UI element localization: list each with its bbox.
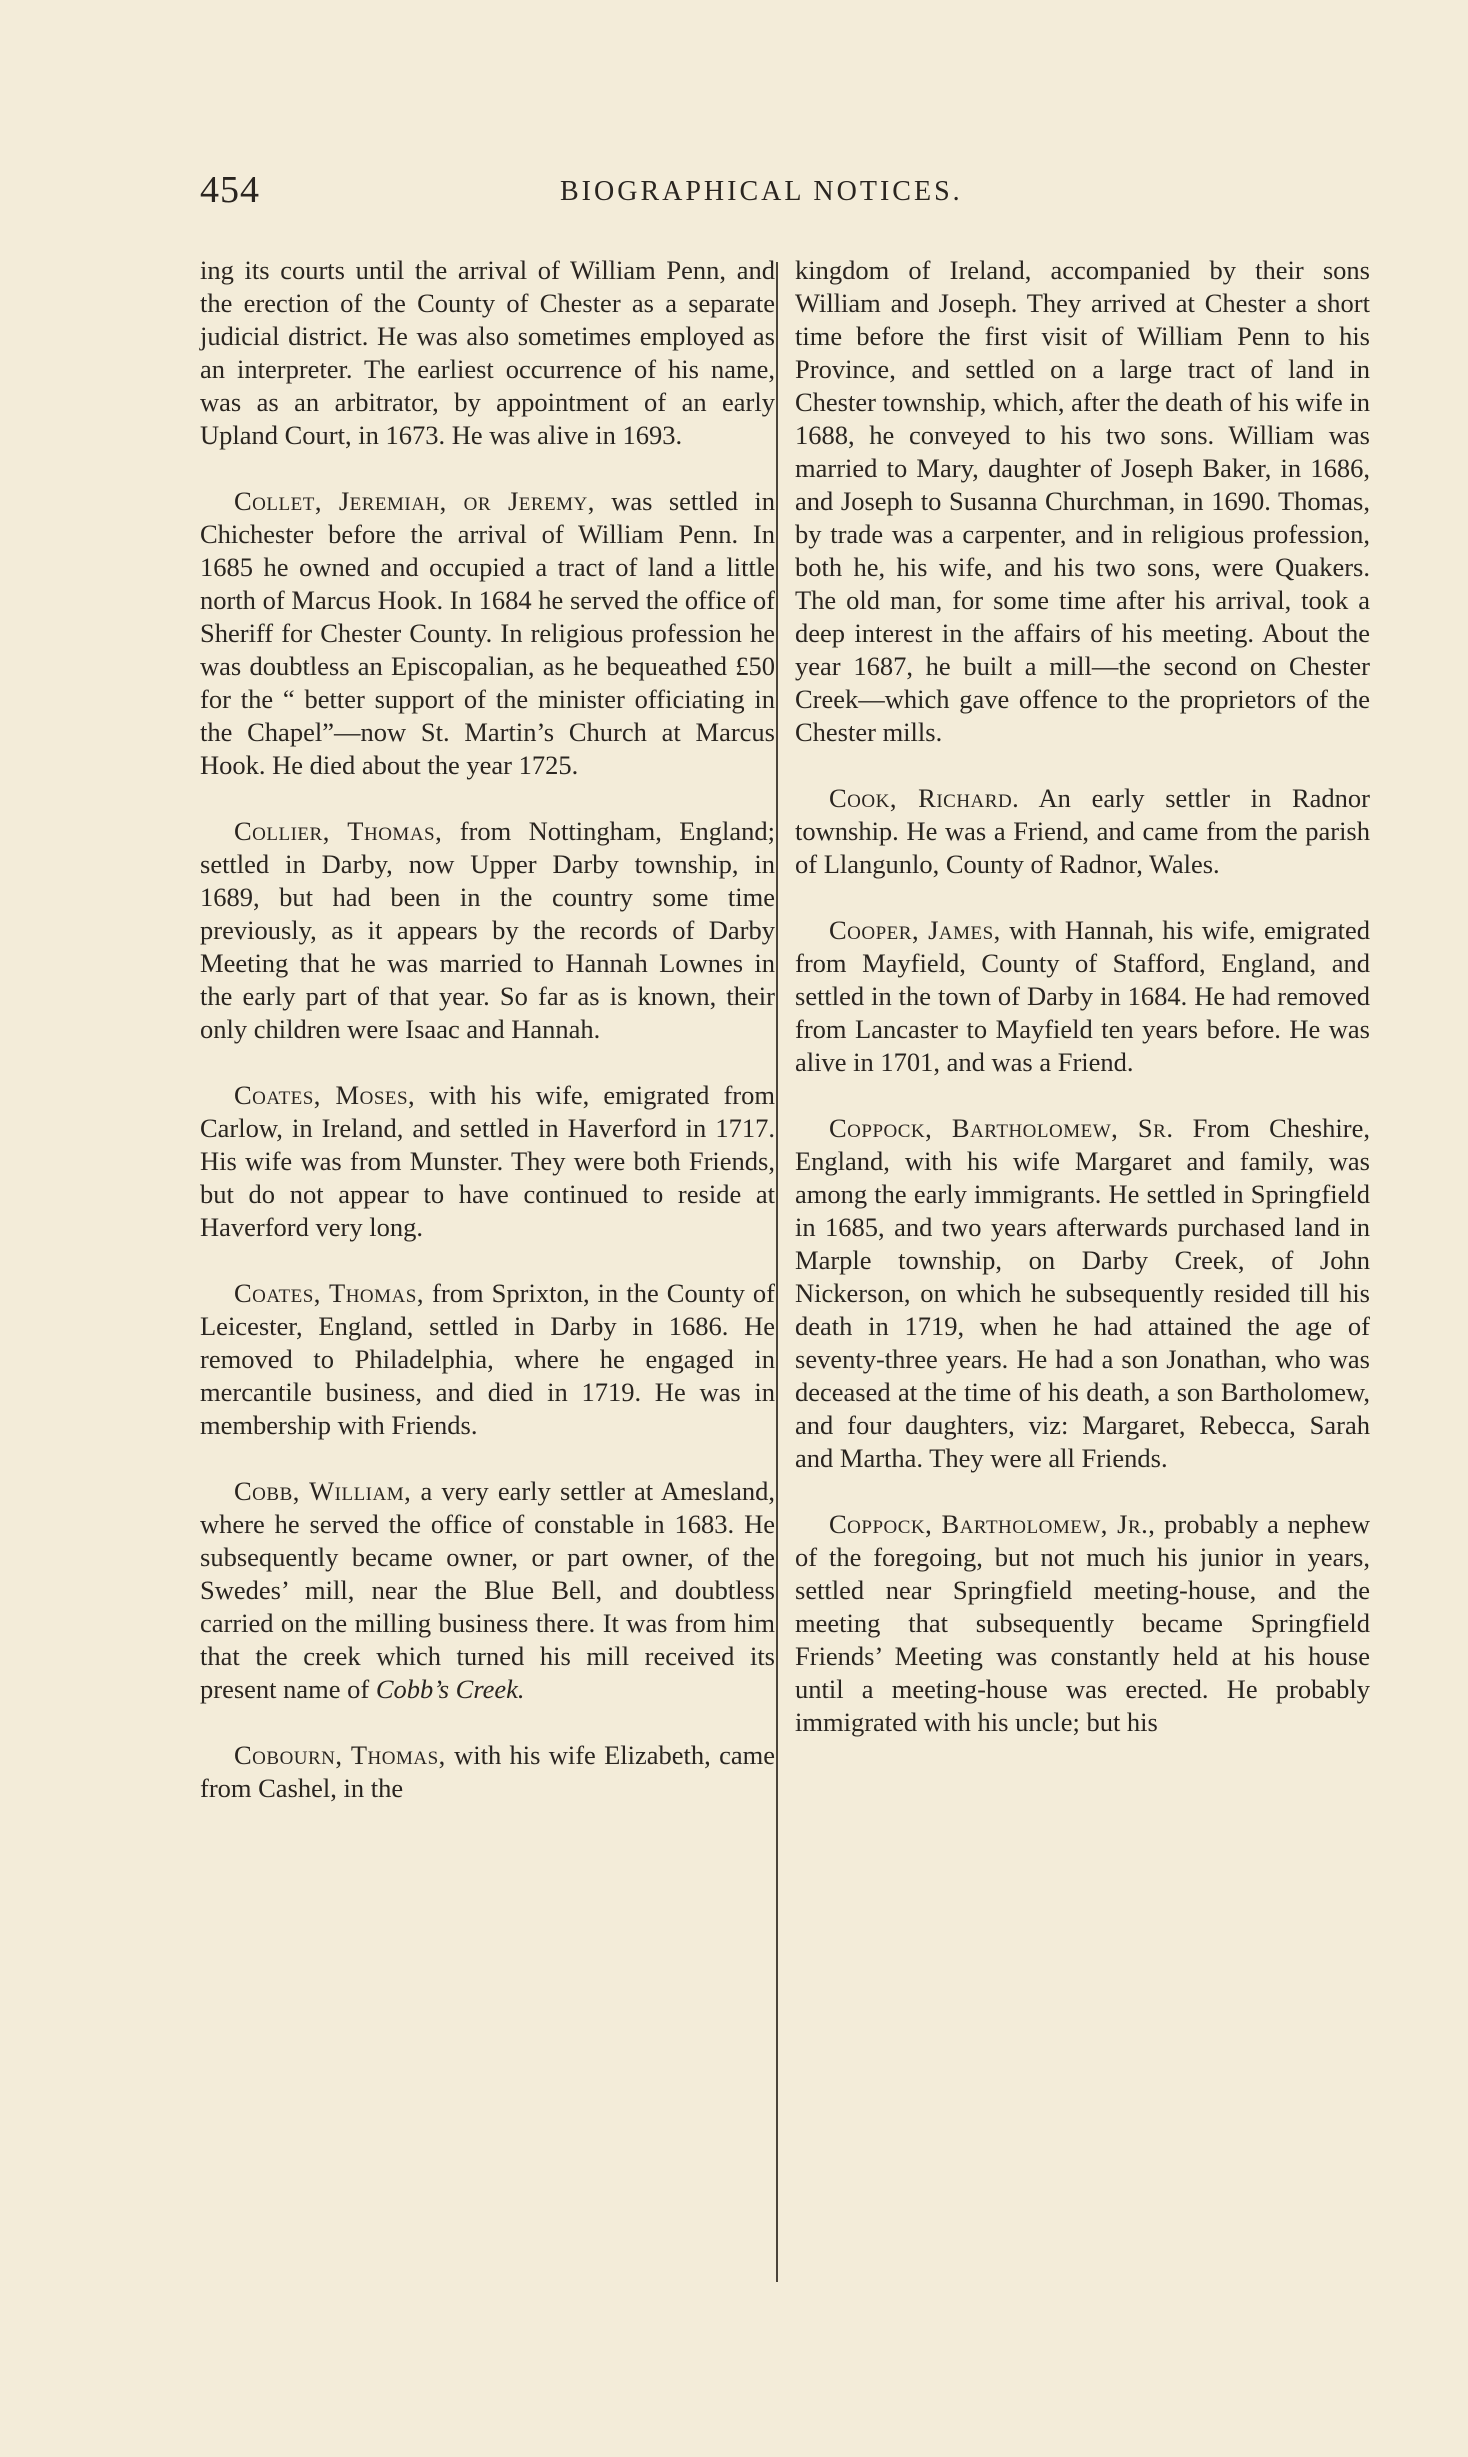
entry-coates-moses xyxy=(200,1079,775,1244)
entry-cobb xyxy=(200,1475,775,1706)
entry-name: Coates, Moses, xyxy=(234,1080,416,1110)
entry-coates-thomas xyxy=(200,1277,775,1442)
page-header xyxy=(200,168,980,218)
entry-name: Collet, Jeremiah, or Jeremy, xyxy=(234,486,595,516)
entry-text: from Nottingham, England; settled in Darby, now Upper Darby township, in 1689, but had been in the country some time previously, as it appears by the records of Darby Meeting that he was married to Hannah Lownes in the early part of that year. So far as is known, their only children were Isaac and Hannah. xyxy=(200,816,775,1044)
entry-text: was settled in Chichester before the arrival of William Penn. In 1685 he owned and occupied a tract of land a little north of Marcus Hook. In 1684 he served the office of Sheriff for Chester County. In religious profession he was doubtless an Episcopalian, as he bequeathed £50 for the “ better support of the minister officiating in the Chapel”—now St. Martin’s Church at Marcus Hook. He died about the year 1725. xyxy=(200,486,776,780)
entry-name: Cobourn, Thomas, xyxy=(234,1740,446,1770)
entry-text: with his wife Elizabeth, came from Cashel, in the xyxy=(200,1740,775,1803)
entry-text: from Sprixton, in the County of Leicester, England, settled in Darby in 1686. He removed to Philadelphia, where he engaged in mercantile business, and died in 1719. He was in membership with Friends. xyxy=(200,1278,776,1440)
left-column xyxy=(200,254,775,1838)
entry-name: Coppock, Bartholomew, Sr. xyxy=(829,1113,1174,1143)
entry-collier xyxy=(200,815,775,1046)
entry-text: a very early settler at Amesland, where he served the office of constable in 1683. He subsequently became owner, or part owner, of the Swedes’ mill, near the Blue Bell, and doubtless carried on the milling business there. It was from him that the creek which turned his mill received its present name of xyxy=(200,1476,775,1704)
entry-name: Cooper, James, xyxy=(829,915,1001,945)
right-column xyxy=(795,254,1370,1772)
continuation-paragraph: ing its courts until the arrival of William Penn, and the erection of the County of Chester as a separate judicial district. He was also sometimes employed as an interpreter. The earliest occurrence of his name, was as an arbitrator, by appointment of an early Upland Court, in 1673. He was alive in 1693. xyxy=(200,255,775,450)
column-divider xyxy=(776,262,778,2282)
entry-text: with his wife, emigrated from Carlow, in Ireland, and settled in Haverford in 1717. His wife was from Munster. They were both Friends, but do not appear to have continued to reside at Haverford very long. xyxy=(200,1080,775,1242)
running-head: BIOGRAPHICAL NOTICES. xyxy=(560,176,963,207)
entry-collet xyxy=(200,485,775,782)
entry-coppock-sr xyxy=(795,1112,1370,1475)
entry-text: From Cheshire, England, with his wife Margaret and family, was among the early immigrants. He settled in Springfield in 1685, and two years afterwards purchased land in Marple township, on Darby Creek, of John Nickerson, on which he subsequently resided till his death in 1719, when he had attained the age of seventy-three years. He had a son Jonathan, who was deceased at the time of his death, a son Bartholomew, and four daughters, viz: Margaret, Rebecca, Sarah and Martha. They were all Friends. xyxy=(795,1113,1371,1473)
entry-cooper xyxy=(795,914,1370,1079)
entry-cook xyxy=(795,782,1370,881)
entry-coppock-jr xyxy=(795,1508,1370,1739)
entry-name: Coates, Thomas, xyxy=(234,1278,424,1308)
entry-name: Collier, Thomas, xyxy=(234,816,443,846)
entry-text: probably a nephew of the foregoing, but not much his junior in years, settled near Springfield meeting-house, and the meeting that subsequently became Springfield Friends’ Meeting was constantly held at his house until a meeting-house was erected. He probably immigrated with his uncle; but his xyxy=(795,1509,1370,1737)
entry-text: with Hannah, his wife, emigrated from Mayfield, County of Stafford, England, and settled in the town of Darby in 1684. He had removed from Lancaster to Mayfield ten years before. He was alive in 1701, and was a Friend. xyxy=(795,915,1370,1077)
entry-cobourn xyxy=(200,1739,775,1805)
page-number: 454 xyxy=(200,169,260,211)
entry-italic-text: Cobb’s Creek. xyxy=(375,1674,525,1704)
entry-name: Cobb, William, xyxy=(234,1476,412,1506)
entry-name: Cook, Richard. xyxy=(829,783,1020,813)
entry-text: An early settler in Radnor township. He was a Friend, and came from the parish of Llangunlo, County of Radnor, Wales. xyxy=(795,783,1370,879)
entry-name: Coppock, Bartholomew, Jr., xyxy=(829,1509,1156,1539)
continuation-paragraph: kingdom of Ireland, accompanied by their sons William and Joseph. They arrived at Chester a short time before the first visit of William Penn to his Province, and settled on a large tract of land in Chester township, which, after the death of his wife in 1688, he conveyed to his two sons. William was married to Mary, daughter of Joseph Baker, in 1686, and Joseph to Susanna Churchman, in 1690. Thomas, by trade was a carpenter, and in religious profession, both he, his wife, and his two sons, were Quakers. The old man, for some time after his arrival, took a deep interest in the affairs of his meeting. About the year 1687, he built a mill—the second on Chester Creek—which gave offence to the proprietors of the Chester mills. xyxy=(795,255,1370,747)
